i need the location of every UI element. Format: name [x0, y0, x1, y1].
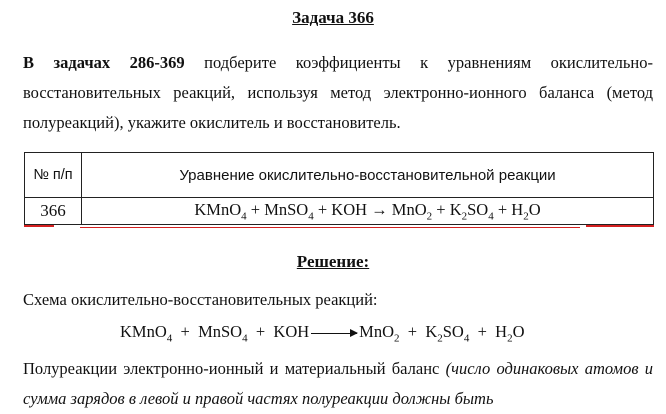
header-equation: Уравнение окислительно-восстановительной реакции	[82, 153, 654, 198]
red-underline-middle	[80, 227, 580, 228]
arrow-icon: →	[371, 199, 388, 219]
intro-paragraph	[23, 48, 653, 138]
scheme-label: Схема окислительно-восстановительных реакций:	[23, 290, 378, 309]
red-underline-right	[586, 225, 654, 227]
header-number: № п/п	[33, 167, 73, 183]
equation-table	[24, 152, 654, 225]
header-number-cell	[25, 153, 82, 198]
row-number: 366	[25, 198, 82, 225]
intro-text: подберите коэффициенты к уравнениям окислительно-восстановительных реакций, используя метод электронно-ионного баланса (метод полуреакций), укажите окислитель и восстановитель.	[23, 53, 653, 132]
long-arrow-icon	[311, 333, 357, 334]
table-header-row	[25, 153, 654, 198]
row-equation: KMnO$_4$ + MnSO$_4$ + KOH → $MnO_2 + K_2SO_4 + H_2O$	[82, 198, 654, 225]
half-italic: (число одинаковых атомов и сумма зарядов в левой и правой частях полуреакции должны быть	[23, 359, 653, 408]
intro-bold: В задачах 286-369	[23, 53, 185, 72]
table-row	[25, 198, 654, 225]
red-underline-left	[24, 225, 54, 227]
solution-heading: Решение:	[296, 252, 370, 271]
problem-title: Задача 366	[292, 8, 374, 27]
half-reactions-paragraph	[23, 354, 653, 414]
half-text: Полуреакции электронно-ионный и материальный баланс	[23, 359, 446, 378]
scheme-equation: KMnO$_4$ + MnSO$_4$ + KOH $MnO_2 + K_2SO_4 + H_2O$	[120, 322, 525, 345]
